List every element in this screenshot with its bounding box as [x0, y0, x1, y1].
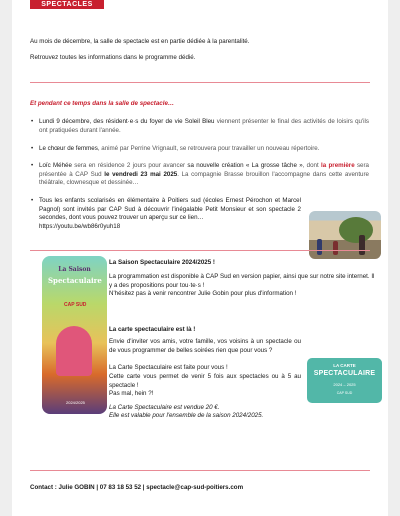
youtube-link[interactable]: https://youtu.be/wb86r0yuh18	[39, 222, 121, 230]
section-heading: Et pendant ce temps dans la salle de spectacle…	[30, 100, 175, 107]
carte-validity: Elle est valable pour l'ensemble de la saison 2024/2025.	[109, 412, 264, 419]
carte-title: La carte spectaculaire est là !	[109, 326, 196, 333]
list-item: • Loïc Méhée sera en résidence 2 jours pour avancer sa nouvelle création « La grosse tâche », dont la première sera présentée à CAP Sud le vendredi 23 mai 2025. La compagnie Brasse brouillon l'accompagne dans cette aventure théâtrale, clownesque et dessinée…	[39, 162, 369, 188]
carte-body: Envie d'inviter vos amis, votre famille, vos voisins à un spectacle ou de vous programmer de belles soirées rien que pour vous ?	[109, 338, 301, 354]
carte-price: La Carte Spectaculaire est vendue 20 €.	[109, 404, 220, 411]
saison-body: N'hésitez pas à venir rencontrer Julie Gobin pour plus d'information !	[109, 290, 297, 297]
divider	[30, 470, 370, 471]
intro-line-2: Retrouvez toutes les informations dans le programme dédié.	[30, 54, 196, 61]
list-item: • Tous les enfants scolarisés en élémentaire à Poitiers sud (écoles Ernest Pérochon et Marcel Pagnol) sont invités par CAP Sud à découvrir l'inégalable Petit Monsieur et son spectacle 2 secondes, dont vous pouvez trouver un aperçu sur ce lien… https://youtu.be/wb86r0yuh18	[39, 197, 301, 231]
saison-title: La Saison Spectaculaire 2024/2025 !	[109, 259, 215, 266]
divider	[30, 82, 370, 83]
contact-line: Contact : Julie GOBIN | 07 83 18 53 52 | spectacle@cap-sud-poitiers.com	[30, 484, 244, 491]
divider	[30, 250, 370, 251]
carte-spectaculaire-image: LA CARTE SPECTACULAIRE 2024 – 2025 CAP SUD	[307, 358, 382, 403]
list-item: • Lundi 9 décembre, des résident·e·s du foyer de vie Soleil Bleu viennent présenter le final des activités de loisirs qu'ils ont pratiquées durant l'année.	[39, 118, 369, 135]
list-item: • Le chœur de femmes, animé par Perrine Vrignault, se retrouvera pour travailler un nouveau répertoire.	[39, 145, 369, 154]
performance-photo	[309, 211, 381, 259]
document-page	[12, 0, 388, 516]
carte-body: La Carte Spectaculaire est faite pour vous !	[109, 364, 228, 371]
section-tab: SPECTACLES	[30, 0, 104, 9]
carte-body: Pas mal, hein ?!	[109, 390, 154, 397]
carte-body: Cette carte vous permet de venir 5 fois aux spectacles ou à 5 au spectacle !	[109, 373, 301, 389]
season-poster-image: La Saison Spectaculaire CAP SUD 2024/2025	[42, 256, 107, 414]
intro-line-1: Au mois de décembre, la salle de spectacle est en partie dédiée à la parentalité.	[30, 38, 250, 45]
saison-body: La programmation est disponible à CAP Sud en version papier, ainsi que sur notre site internet. Il y a des propositions pour tou·te·s !	[109, 273, 375, 289]
